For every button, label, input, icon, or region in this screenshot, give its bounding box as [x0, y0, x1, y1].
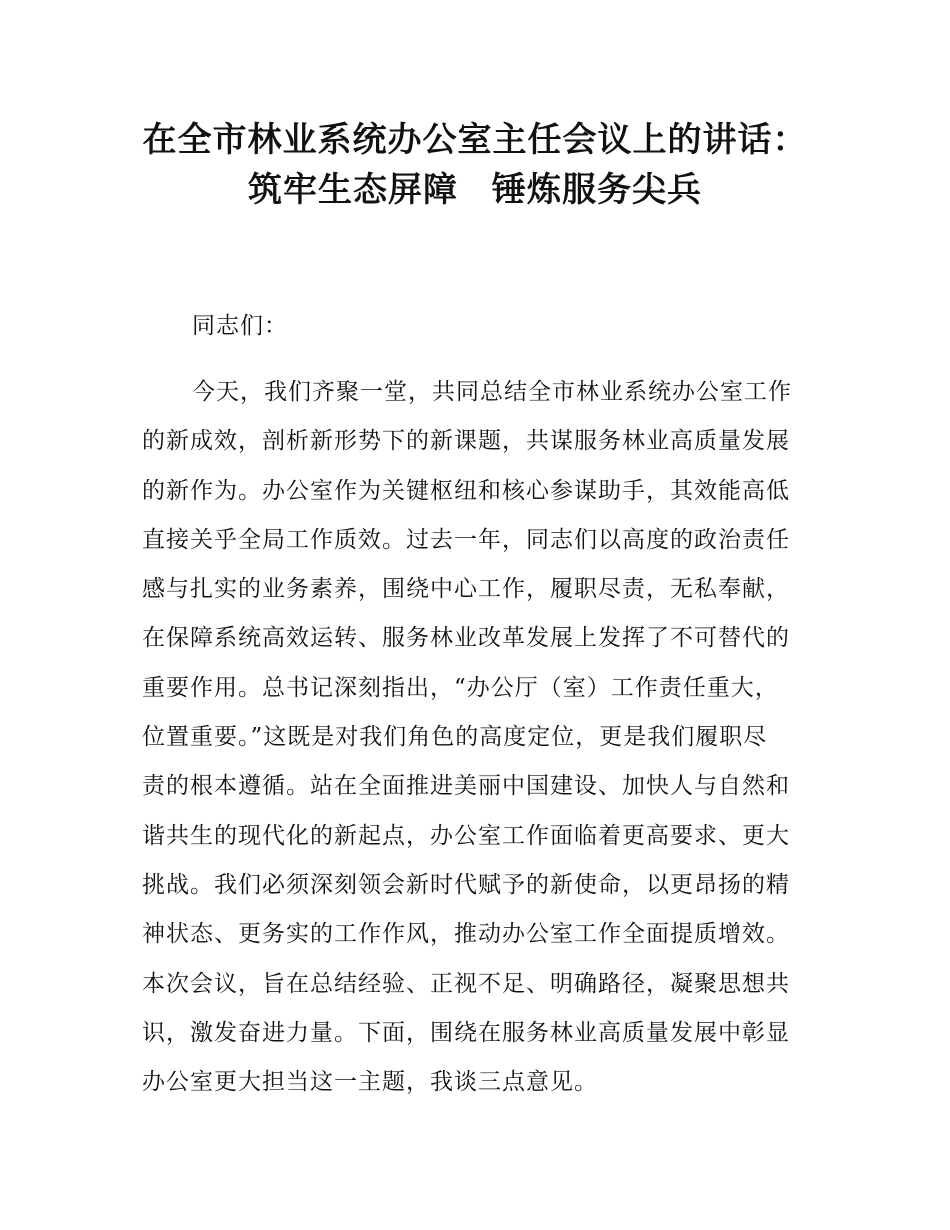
salutation: 同志们： — [192, 313, 288, 339]
body-line: 感与扎实的业务素养，围绕中心工作，履职尽责，无私奉献， — [142, 576, 790, 603]
document-title-line-1: 在全市林业系统办公室主任会议上的讲话： — [142, 120, 808, 160]
body-line: 在保障系统高效运转、服务林业改革发展上发挥了不可替代的 — [142, 625, 790, 652]
body-line: 重要作用。总书记深刻指出，“办公厅（室）工作责任重大， — [142, 674, 779, 701]
body-line: 责的根本遵循。站在全面推进美丽中国建设、加快人与自然和 — [142, 773, 790, 800]
body-line: 谐共生的现代化的新起点，办公室工作面临着更高要求、更大 — [142, 822, 790, 849]
body-line: 识，激发奋进力量。下面，围绕在服务林业高质量发展中彰显 — [142, 1019, 790, 1046]
document-title-line-2 — [0, 170, 950, 210]
body-line: 的新作为。办公室作为关键枢纽和核心参谋助手，其效能高低 — [142, 477, 790, 504]
body-paragraph — [142, 368, 812, 1107]
body-line: 本次会议，旨在总结经验、正视不足、明确路径，凝聚思想共 — [142, 970, 790, 997]
body-line: 挑战。我们必须深刻领会新时代赋予的新使命，以更昂扬的精 — [142, 871, 790, 898]
title-subtitle-part-2: 锤炼服务尖兵 — [492, 170, 702, 210]
body-line: 位置重要。”这既是对我们角色的高度定位，更是我们履职尽 — [142, 724, 768, 751]
body-line: 直接关乎全局工作质效。过去一年，同志们以高度的政治责任 — [142, 526, 790, 553]
body-line: 的新成效，剖析新形势下的新课题，共谋服务林业高质量发展 — [142, 428, 790, 455]
body-line: 神状态、更务实的工作作风，推动办公室工作全面提质增效。 — [142, 921, 790, 948]
body-line: 今天，我们齐聚一堂，共同总结全市林业系统办公室工作 — [192, 379, 792, 405]
body-line: 办公室更大担当这一主题，我谈三点意见。 — [142, 1069, 598, 1096]
title-subtitle-part-1: 筑牢生态屏障 — [248, 170, 458, 210]
